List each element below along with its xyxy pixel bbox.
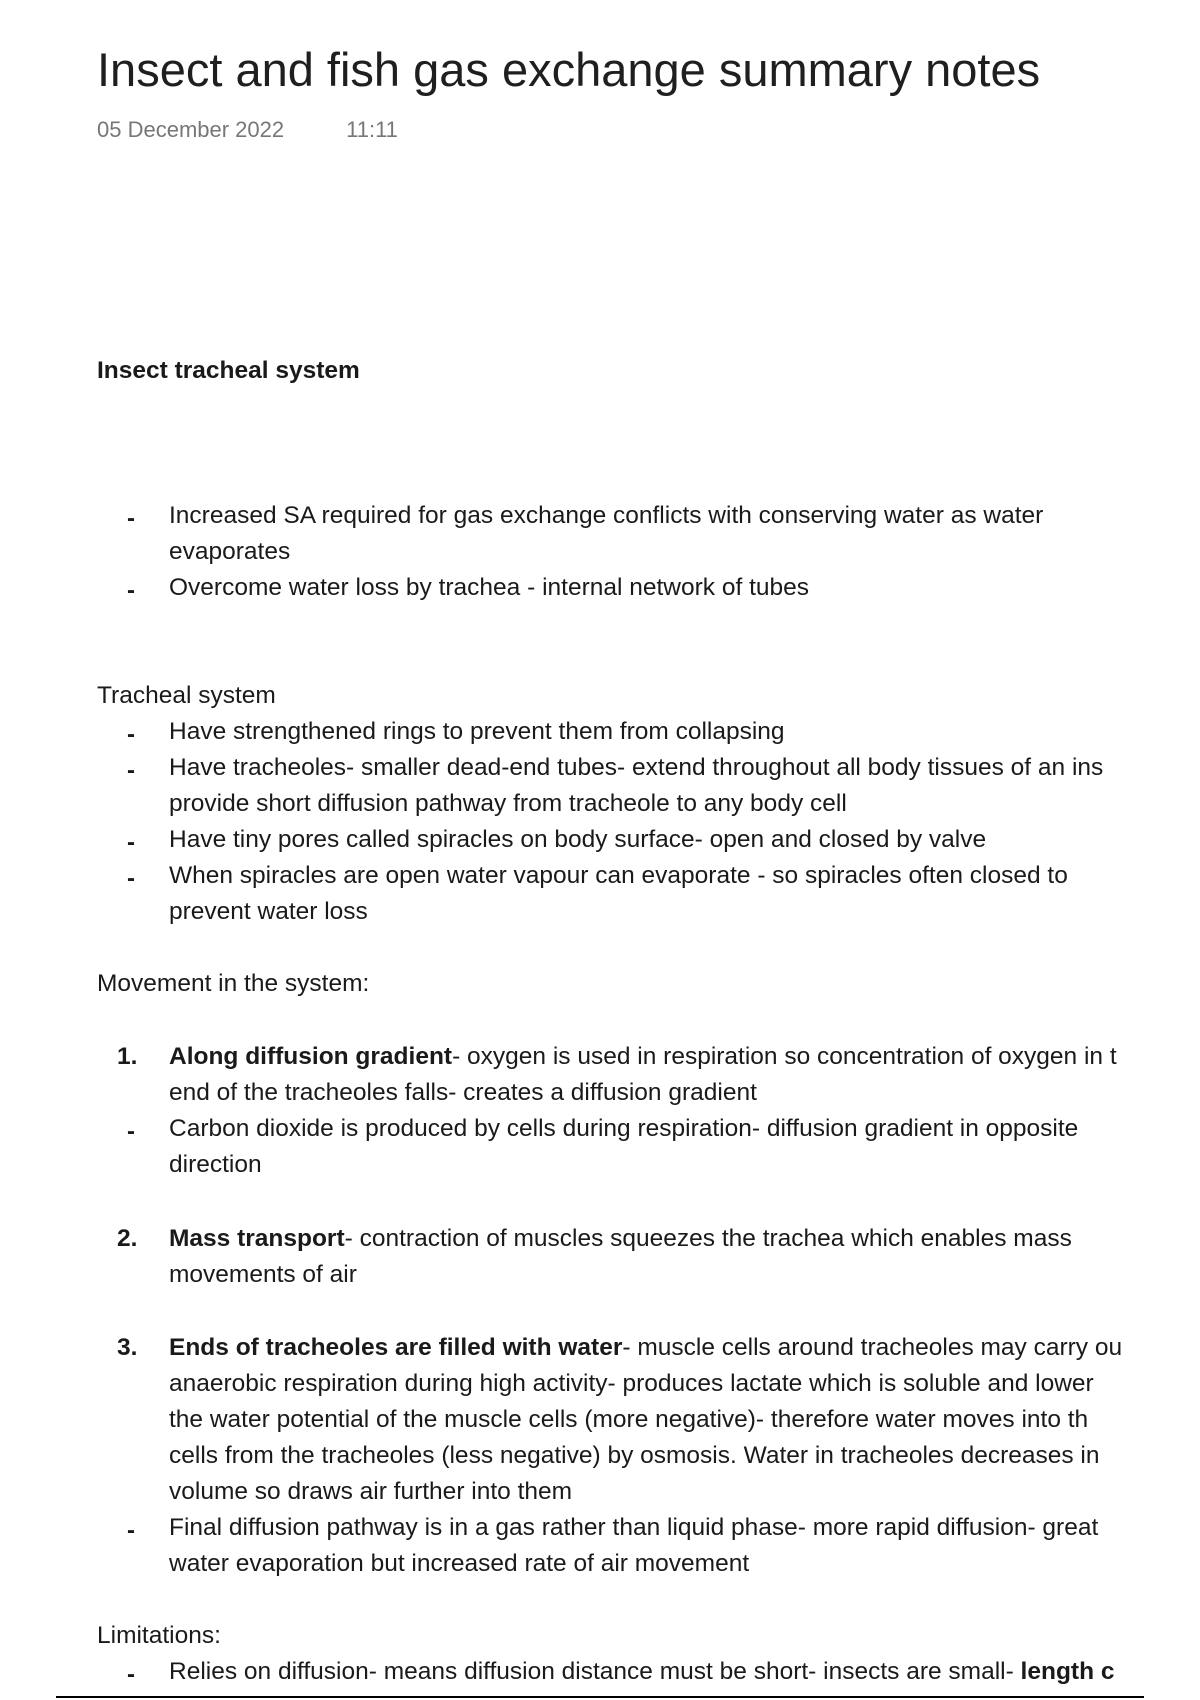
bold-term: Ends of tracheoles are filled with water (169, 1334, 623, 1361)
list-item-line: anaerobic respiration during high activity- produces lactate which is soluble and lower (169, 1370, 1094, 1397)
list-item-line: Have strengthened rings to prevent them from collapsing (169, 718, 785, 745)
list-item-line: Have tracheoles- smaller dead-end tubes- extend throughout all body tissues of an ins (169, 754, 1104, 781)
list-item-line: direction (169, 1151, 262, 1178)
bullet-marker: - (127, 505, 135, 532)
bullet-marker: - (127, 757, 135, 784)
bullet-marker: - (127, 721, 135, 748)
page-bottom-rule (56, 1696, 1144, 1698)
page-date: 05 December 2022 (97, 117, 285, 142)
list-item-line: Ends of tracheoles are filled with water- muscle cells around tracheoles may carry ou (169, 1334, 1123, 1361)
list-item-line: cells from the tracheoles (less negative) by osmosis. Water in tracheoles decreases in (169, 1442, 1100, 1469)
section-heading-tracheal: Tracheal system (97, 682, 276, 709)
list-item-line: When spiracles are open water vapour can evaporate - so spiracles often closed to (169, 862, 1068, 889)
list-item-line: the water potential of the muscle cells (more negative)- therefore water moves into th (169, 1406, 1089, 1433)
list-item-line: water evaporation but increased rate of air movement (169, 1550, 750, 1577)
list-item-line: movements of air (169, 1261, 357, 1288)
bullet-marker: - (127, 865, 135, 892)
list-item-line: Increased SA required for gas exchange conflicts with conserving water as water (169, 502, 1044, 529)
list-item-line: volume so draws air further into them (169, 1478, 573, 1505)
page-time: 11:11 (346, 117, 398, 142)
list-number: 3. (117, 1334, 138, 1361)
list-item-line: evaporates (169, 538, 291, 565)
bullet-marker: - (127, 577, 135, 604)
list-item-line: Have tiny pores called spiracles on body surface- open and closed by valve (169, 826, 987, 853)
bullet-marker: - (127, 1661, 135, 1688)
bold-term: Along diffusion gradient (169, 1043, 453, 1070)
list-item-line: prevent water loss (169, 898, 368, 925)
bold-term: Mass transport (169, 1225, 345, 1252)
list-item-line: Carbon dioxide is produced by cells during respiration- diffusion gradient in opposite (169, 1115, 1079, 1142)
page-title: Insect and fish gas exchange summary notes (97, 43, 1041, 96)
list-item-line: provide short diffusion pathway from tracheole to any body cell (169, 790, 847, 817)
list-number: 1. (117, 1043, 138, 1070)
list-number: 2. (117, 1225, 138, 1252)
list-item-line: Overcome water loss by trachea - internal network of tubes (169, 574, 810, 601)
bullet-marker: - (127, 1118, 135, 1145)
section-heading-limitations: Limitations: (97, 1622, 221, 1649)
list-item-line: Along diffusion gradient- oxygen is used in respiration so concentration of oxygen in t (169, 1043, 1117, 1070)
list-item-line: Mass transport- contraction of muscles squeezes the trachea which enables mass (169, 1225, 1072, 1252)
list-item-line: Relies on diffusion- means diffusion distance must be short- insects are small- length c (169, 1658, 1115, 1685)
bullet-marker: - (127, 829, 135, 856)
bold-term: length c (1020, 1658, 1115, 1685)
section-heading-movement: Movement in the system: (97, 970, 370, 997)
list-item-line: end of the tracheoles falls- creates a diffusion gradient (169, 1079, 757, 1106)
bullet-marker: - (127, 1517, 135, 1544)
section-heading-insect: Insect tracheal system (97, 357, 360, 384)
list-item-line: Final diffusion pathway is in a gas rather than liquid phase- more rapid diffusion- great (169, 1514, 1099, 1541)
